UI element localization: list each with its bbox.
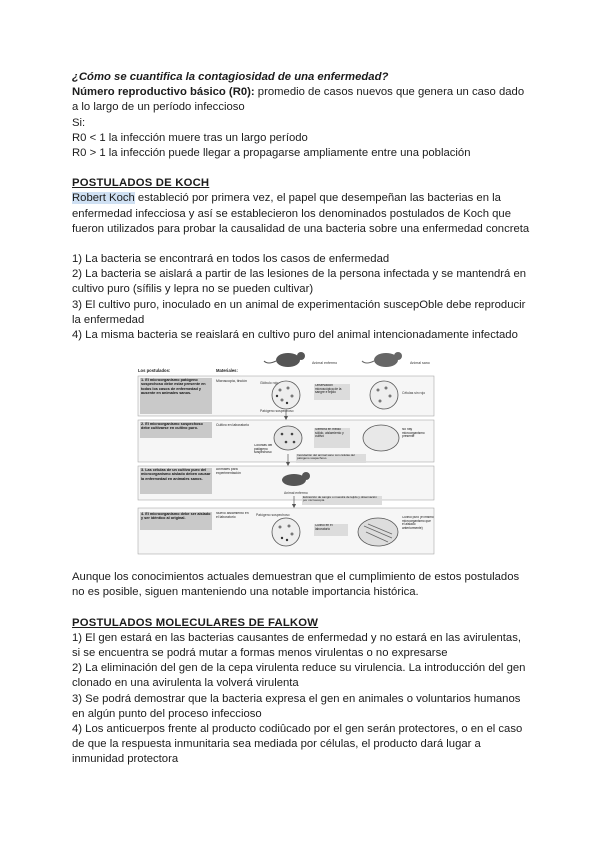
postulates-column-header: Los postulados: [138, 368, 171, 374]
falkow-heading: POSTULADOS MOLECULARES DE FALKOW [72, 616, 319, 629]
sampling-label: Extracción de sangre o muestra de tejido y observación por microscopía [303, 496, 377, 503]
pure-culture-label: Cultivo puro (el mismo microorganismo que el aislado anteriormente) [402, 516, 434, 531]
no-growth-label: No hay microorganismo presente [402, 428, 425, 439]
figure-postulate-1: 1. El microorganismo patógeno sospechoso debe estar presente en todos los casos de enfermedad y ausente en animales sanos. [141, 378, 206, 396]
petri-dish-pure-culture-icon [358, 518, 398, 546]
koch-closing: Aunque los conocimientos actuales demuestran que el cumplimiento de estos postulados no es posible, siguen manteniendo una notable importancia histórica. [72, 571, 520, 599]
koch-postulate-4: 4) La misma bacteria se reaislará en cultivo puro del animal intencionadamente infectado [72, 329, 518, 342]
blood-sample-circle-1 [272, 381, 300, 409]
falkow-postulate-4: 4) Los anticuerpos frente al producto codiûcado por el gen serán protectores, o en el caso de que la respuesta inmunitaria sea mediada por células, el producto dará lugar a inmunidad protectora [72, 723, 523, 766]
document-page [72, 70, 532, 768]
koch-postulates-figure [136, 348, 436, 556]
figure-postulate-2: 2. El microorganismo sospechoso debe cultivarse en cultivo puro. [141, 422, 203, 431]
blood-sample-circle-2 [370, 381, 398, 409]
r0-less-than-one: R0 < 1 la infección muere tras un largo período [72, 131, 308, 144]
contagion-question: ¿Cómo se cuantifica la contagiosidad de una enfermedad? [72, 71, 389, 83]
koch-intro [72, 191, 532, 237]
streaked-label: Siembra en medio sólido, aislamiento y cultivo [315, 428, 344, 439]
koch-intro-text: estableció por primera vez, el papel que desempeñan las bacterias en la enfermedad infecciosa y así se establecieron los denominados postulados de Koch que fueron utilizados para probar la causalidad de una bacteria sobre una enfermedad concreta [72, 192, 530, 235]
figure-material-4: Nuevo aislamiento en el laboratorio [216, 512, 249, 520]
koch-diagram [136, 348, 436, 556]
suspected-pathogen-2-label: Patógeno sospechoso [256, 513, 290, 518]
robert-koch-highlight: Robert Koch [72, 192, 135, 205]
r0-term: Número reproductivo básico (R0): [72, 86, 255, 99]
healthy-mouse-icon [362, 352, 402, 367]
figure-material-2: Cultivo en laboratorio [216, 423, 250, 428]
koch-heading: POSTULADOS DE KOCH [72, 177, 210, 190]
red-blood-cell-label: Glóbulo rojo [260, 381, 279, 386]
materials-column-header: Materiales: [216, 368, 238, 374]
figure-postulate-3: 3. Las células de un cultivo puro del microorganismo aislado deben causar la enfermedad en animales sanos. [141, 468, 211, 481]
si-label: Si: [72, 116, 86, 129]
no-cells-label: Células sin rojo [402, 391, 426, 396]
figure-material-1: Microscopía, tinción [216, 379, 247, 384]
blood-sample-circle-3 [272, 518, 300, 546]
diseased-mouse-icon [264, 352, 305, 367]
colonies-label: Colonias del patógeno sospechoso [254, 444, 273, 455]
figure-postulate-4: 4. El microorganismo debe ser aislado y ser idéntico al original. [141, 512, 211, 521]
falkow-postulate-1: 1) El gen estará en las bacterias causantes de enfermedad y no estará en las avirulentas, si se encuentra se podrá mutar a formas menos virulentas o no expresarse [72, 631, 522, 660]
figure-material-3: Animales para experimentación [216, 468, 241, 476]
falkow-postulate-2: 2) La eliminación del gen de la cepa virulenta reduce su virulencia. La introducción del gen clonado en una avirulenta la volverá virulenta [72, 662, 526, 690]
koch-postulate-2: 2) La bacteria se aislará a partir de las lesiones de la persona infectada y se mantendrá en cultivo puro (sífilis y lepra no se pueden cultivar) [72, 268, 527, 296]
diseased-animal-label: Animal enfermo [312, 361, 338, 366]
r0-definition [72, 85, 532, 115]
suspected-pathogen-label: Patógeno sospechoso [260, 409, 294, 414]
inoculation-label: Inoculación del animal sano con células del patógeno sospechoso [297, 454, 355, 461]
r0-greater-than-one: R0 > 1 la infección puede llegar a propagarse ampliamente entre una población [72, 147, 471, 160]
falkow-postulate-3: 3) Se podrá demostrar que la bacteria expresa el gen en animales o voluntarios humanos en algún punto del proceso infeccioso [72, 692, 521, 720]
diseased-animal-2-label: Animal enfermo [284, 491, 308, 496]
petri-dish-empty-icon [363, 425, 399, 451]
koch-postulate-1: 1) La bacteria se encontrará en todos los casos de enfermedad [72, 253, 390, 266]
lab-culture-label: Cultivo en el laboratorio [315, 524, 333, 531]
observation-label: Observación microscópica de la sangre e tejido [315, 384, 342, 395]
koch-postulate-3: 3) El cultivo puro, inoculado en un animal de experimentación suscepOble debe reproducir la enfermedad [72, 298, 526, 326]
r0-definition-text: promedio de casos nuevos que genera un caso dado a lo largo de un período infeccioso [72, 86, 525, 114]
healthy-animal-label: Animal sano [410, 361, 430, 366]
